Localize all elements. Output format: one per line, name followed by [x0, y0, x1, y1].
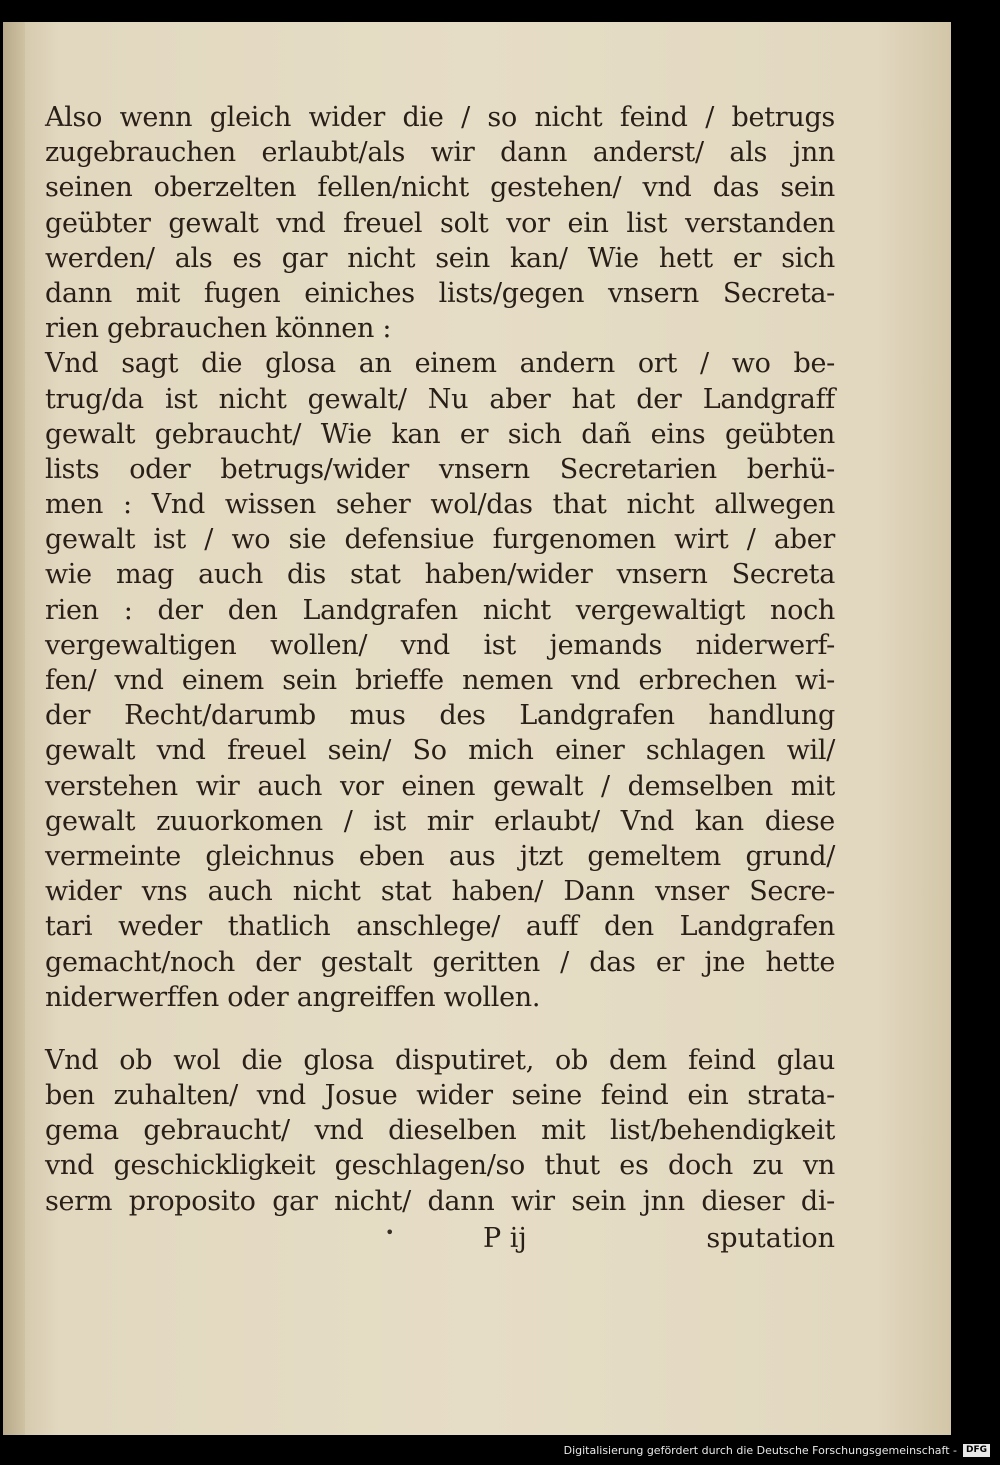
text-line: wider vns auch nicht stat haben/ Dann vnser Secre-: [45, 876, 835, 908]
text-line: seinen oberzelten fellen/nicht gestehen/ vnd das sein: [45, 172, 835, 204]
paragraph-spacing: [45, 1015, 835, 1043]
text-line: men : Vnd wissen seher wol/das that nicht allwegen: [45, 489, 835, 521]
dfg-logo: DFG: [963, 1444, 990, 1457]
digitization-footer: [564, 1441, 990, 1459]
text-line: vnd geschickligkeit geschlagen/so thut es doch zu vn: [45, 1150, 835, 1182]
text-line: gema gebraucht/ vnd dieselben mit list/behendigkeit: [45, 1115, 835, 1147]
text-line: werden/ als es gar nicht sein kan/ Wie hett er sich: [45, 242, 835, 274]
text-line: wie mag auch dis stat haben/wider vnsern Secreta: [45, 559, 835, 591]
text-line: vermeinte gleichnus eben aus jtzt gemeltem grund/: [45, 840, 835, 872]
paragraph-2: [45, 346, 835, 1015]
text-line: lists oder betrugs/wider vnsern Secretarien berhü-: [45, 453, 835, 485]
text-line: rien gebrauchen können :: [45, 313, 392, 345]
text-line: serm proposito gar nicht/ dann wir sein jnn dieser di-: [45, 1185, 835, 1217]
text-line: Vnd sagt die glosa an einem andern ort / wo be-: [45, 348, 835, 380]
text-line: der Recht/darumb mus des Landgrafen handlung: [45, 700, 835, 732]
catchword: sputation: [706, 1223, 835, 1254]
page-gutter-shadow: [3, 22, 25, 1435]
text-line: dann mit fugen einiches lists/gegen vnsern Secreta-: [45, 277, 835, 309]
text-line: gewalt zuuorkomen / ist mir erlaubt/ Vnd kan diese: [45, 805, 835, 837]
text-line: gewalt gebraucht/ Wie kan er sich dañ eins geübten: [45, 418, 835, 450]
text-line: niderwerffen oder angreiffen wollen.: [45, 981, 541, 1013]
text-line: zugebrauchen erlaubt/als wir dann anderst/ als jnn: [45, 137, 835, 169]
page-foot: [45, 1223, 835, 1259]
text-block: [45, 100, 835, 1219]
paragraph-1: [45, 100, 835, 346]
text-line: tari weder thatlich anschlege/ auff den Landgrafen: [45, 911, 835, 943]
text-line: gemacht/noch der gestalt geritten / das er jne hette: [45, 946, 835, 978]
text-line: rien : der den Landgrafen nicht vergewaltigt noch: [45, 594, 835, 626]
text-line: gewalt ist / wo sie defensiue furgenomen wirt / aber: [45, 524, 835, 556]
scanned-page: [3, 22, 951, 1435]
text-line: gewalt vnd freuel sein/ So mich einer schlagen wil/: [45, 735, 835, 767]
text-line: trug/da ist nicht gewalt/ Nu aber hat der Landgraff: [45, 383, 835, 415]
ink-dot: •: [385, 1223, 395, 1242]
text-line: ben zuhalten/ vnd Josue wider seine feind ein strata-: [45, 1080, 835, 1112]
text-line: geübter gewalt vnd freuel solt vor ein list verstanden: [45, 207, 835, 239]
text-line: vergewaltigen wollen/ vnd ist jemands niderwerf-: [45, 629, 835, 661]
text-line: Also wenn gleich wider die / so nicht feind / betrugs: [45, 102, 835, 133]
funding-notice: Digitalisierung gefördert durch die Deutsche Forschungsgemeinschaft -: [563, 1443, 957, 1457]
paragraph-3: [45, 1043, 835, 1219]
text-line: verstehen wir auch vor einen gewalt / demselben mit: [45, 770, 835, 802]
text-line: fen/ vnd einem sein brieffe nemen vnd erbrechen wi-: [45, 665, 835, 696]
signature-mark: P ij: [483, 1223, 527, 1254]
text-line: Vnd ob wol die glosa disputiret, ob dem feind glau: [45, 1044, 835, 1076]
